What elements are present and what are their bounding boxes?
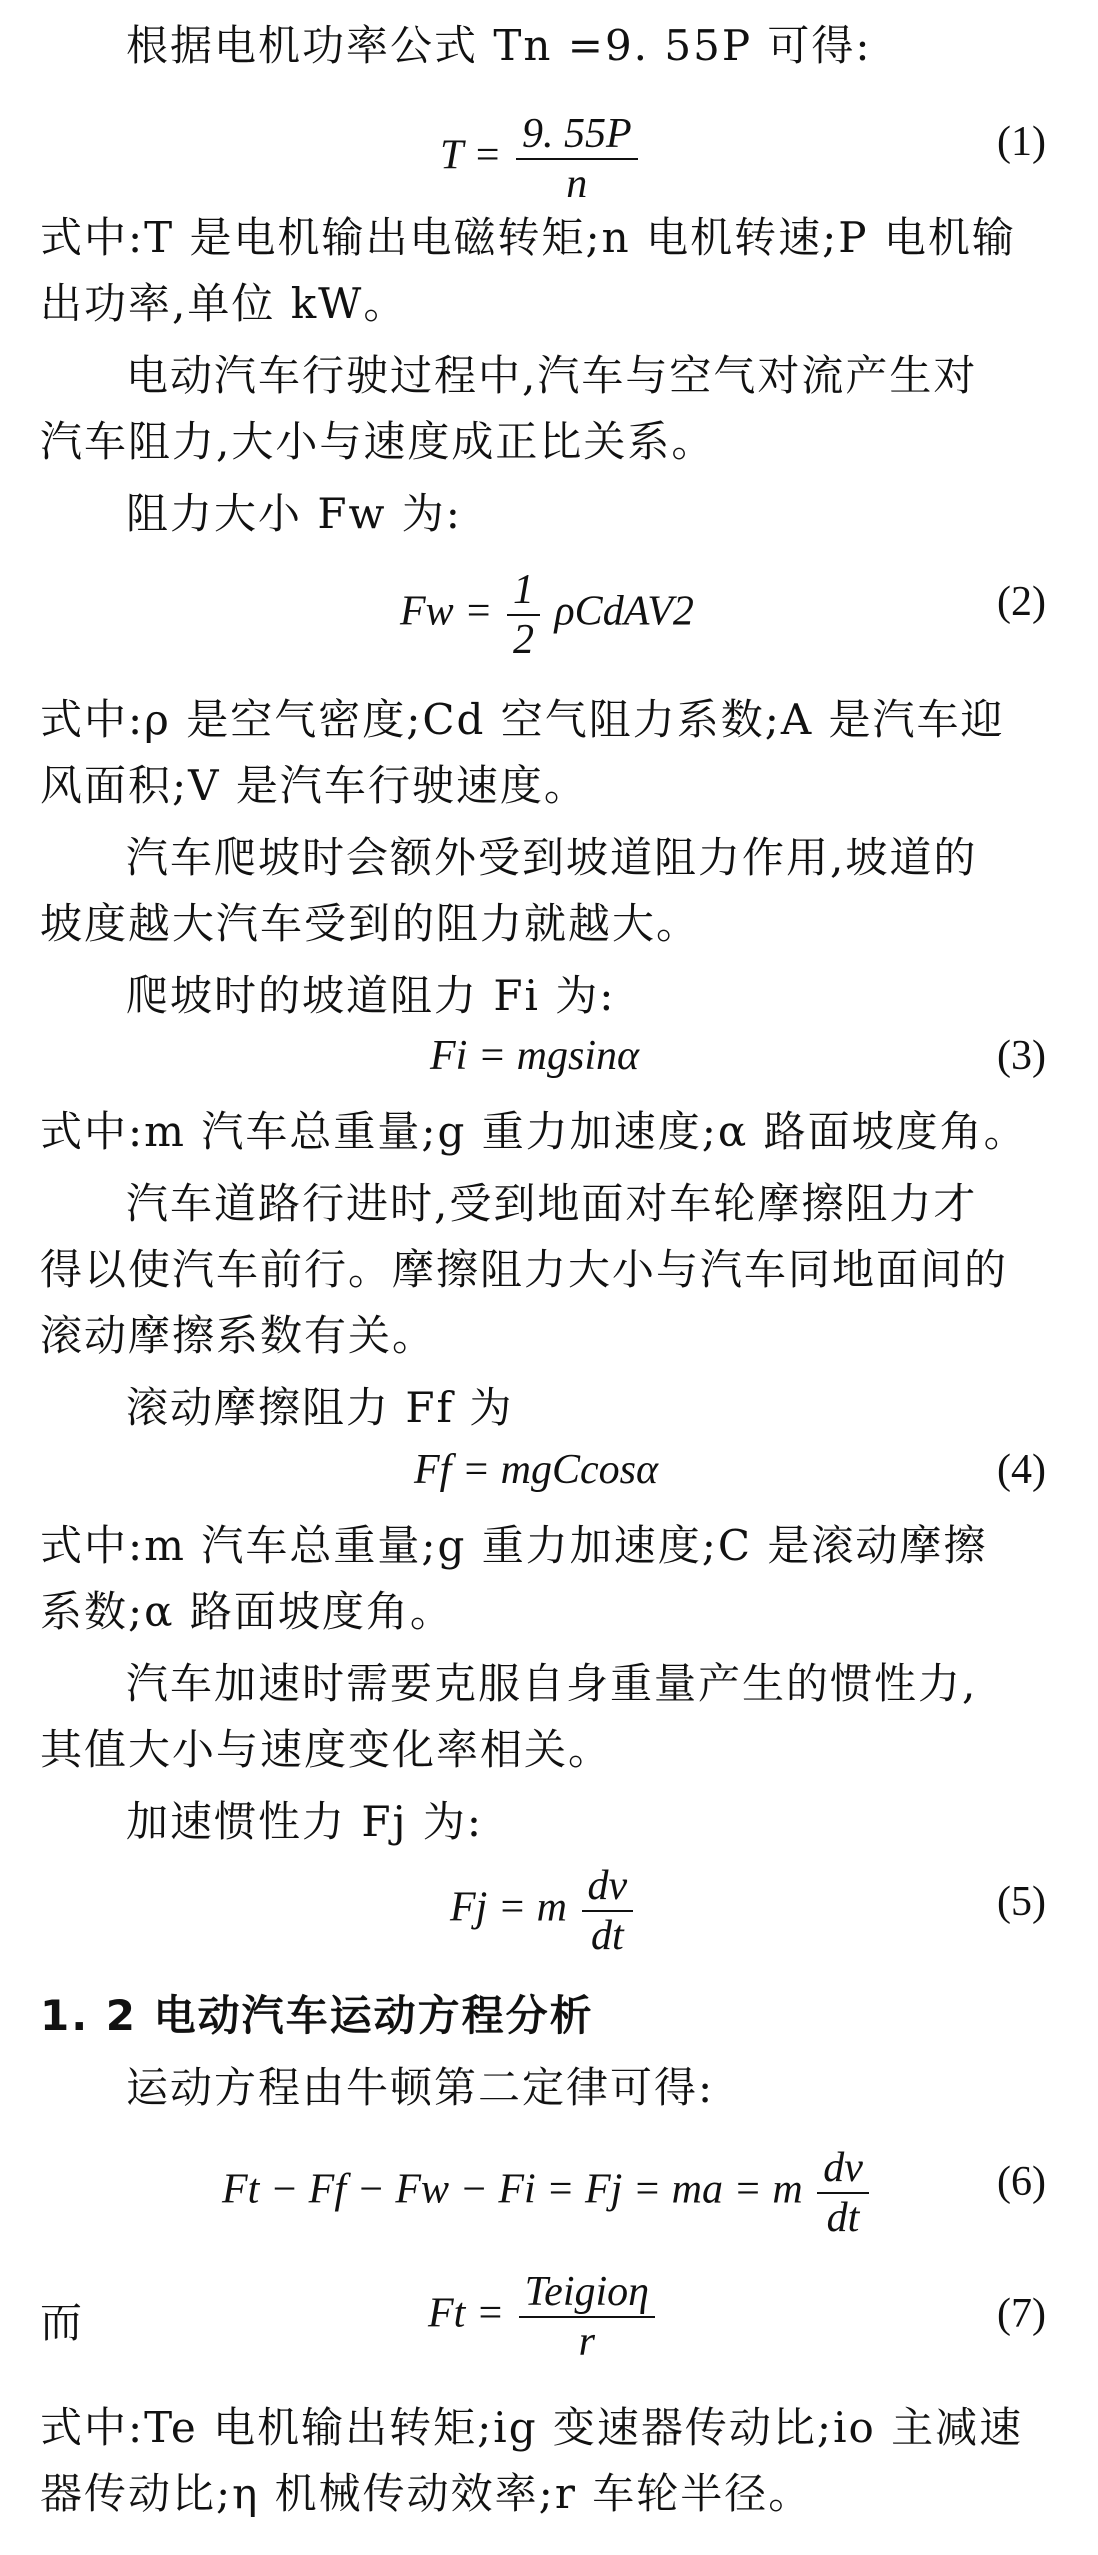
equation-1 — [0, 96, 1098, 206]
paragraph-text: 运动方程由牛顿第二定律可得: — [126, 2063, 715, 2112]
paragraph-text: 系数;α 路面坡度角。 — [40, 1587, 454, 1636]
paragraph-text: 汽车阻力,大小与速度成正比关系。 — [40, 417, 716, 466]
paragraph-text: 得以使汽车前行。摩擦阻力大小与汽车同地面间的 — [40, 1245, 1009, 1294]
paragraph-text: 出功率,单位 kW。 — [40, 279, 408, 328]
paragraph-text: 汽车加速时需要克服自身重量产生的惯性力, — [126, 1659, 978, 1708]
fraction-numerator: Teigioη — [519, 2268, 655, 2318]
paragraph-text: 滚动摩擦系数有关。 — [40, 1311, 437, 1360]
paragraph-text: 式中:m 汽车总重量;g 重力加速度;α 路面坡度角。 — [40, 1107, 1028, 1156]
paragraph-text: 爬坡时的坡道阻力 Fi 为: — [126, 971, 616, 1020]
equation-formula: Ff = mgCcosα — [414, 1447, 659, 1493]
paragraph-text: 式中:Te 电机输出转矩;ig 变速器传动比;io 主减速 — [40, 2403, 1024, 2452]
equation-6 — [0, 2136, 1098, 2246]
fraction — [582, 1862, 634, 1960]
equation-lhs: Fw = — [400, 588, 493, 635]
fraction-numerator: dv — [817, 2144, 869, 2194]
equation-3 — [0, 1032, 1098, 1092]
equation-lhs: Fj = m — [450, 1884, 567, 1931]
equation-lhs: Ft − Ff − Fw − Fi = Fj = ma = m — [222, 2166, 803, 2213]
fraction-denominator: 2 — [513, 617, 535, 663]
fraction-numerator: 9. 55P — [516, 110, 638, 160]
paragraph-text: 其值大小与速度变化率相关。 — [40, 1725, 613, 1774]
paragraph-text: 滚动摩擦阻力 Ff 为 — [126, 1383, 514, 1432]
equation-lead-word: 而 — [40, 2298, 83, 2347]
equation-5 — [0, 1856, 1098, 1966]
paragraph-text: 风面积;V 是汽车行驶速度。 — [40, 761, 588, 810]
equation-lhs: T = — [440, 132, 502, 179]
fraction-denominator: dt — [590, 1913, 624, 1959]
paragraph-text: 式中:m 汽车总重量;g 重力加速度;C 是滚动摩擦 — [40, 1521, 988, 1570]
equation-number: (1) — [997, 119, 1046, 165]
equation-rhs: ρCdAV2 — [554, 588, 694, 635]
equation-lhs: Ft = — [428, 2290, 505, 2337]
fraction — [817, 2144, 869, 2242]
paragraph-text: 电动汽车行驶过程中,汽车与空气对流产生对 — [126, 351, 978, 400]
fraction — [516, 110, 638, 208]
equation-number: (2) — [997, 579, 1046, 625]
equation-number: (7) — [997, 2291, 1046, 2337]
paragraph-text: 式中:T 是电机输出电磁转矩;n 电机转速;P 电机输 — [40, 213, 1016, 262]
paragraph-text: 根据电机功率公式 Tn =9. 55P 可得: — [126, 21, 872, 70]
fraction-denominator: n — [566, 161, 588, 207]
fraction-numerator: 1 — [507, 566, 540, 616]
fraction-numerator: dv — [582, 1862, 634, 1912]
section-heading: 1. 2 电动汽车运动方程分析 — [40, 1991, 594, 2040]
paragraph-text: 器传动比;η 机械传动效率;r 车轮半径。 — [40, 2469, 813, 2518]
equation-7 — [0, 2262, 1098, 2382]
fraction-denominator: r — [578, 2319, 596, 2365]
paragraph-text: 阻力大小 Fw 为: — [126, 489, 462, 538]
equation-number: (4) — [997, 1447, 1046, 1493]
equation-number: (5) — [997, 1879, 1046, 1925]
paragraph-text: 式中:ρ 是空气密度;Cd 空气阻力系数;A 是汽车迎 — [40, 695, 1005, 744]
paragraph-text: 汽车爬坡时会额外受到坡道阻力作用,坡道的 — [126, 833, 978, 882]
fraction — [519, 2268, 655, 2366]
paragraph-text: 坡度越大汽车受到的阻力就越大。 — [40, 899, 701, 948]
equation-number: (3) — [997, 1033, 1046, 1079]
equation-number: (6) — [997, 2159, 1046, 2205]
paragraph-text: 汽车道路行进时,受到地面对车轮摩擦阻力才 — [126, 1179, 978, 1228]
equation-4 — [0, 1446, 1098, 1506]
equation-formula: Fi = mgsinα — [430, 1033, 640, 1079]
equation-2 — [0, 556, 1098, 666]
fraction-denominator: dt — [826, 2195, 860, 2241]
paragraph-text: 加速惯性力 Fj 为: — [126, 1797, 484, 1846]
fraction — [507, 566, 540, 664]
